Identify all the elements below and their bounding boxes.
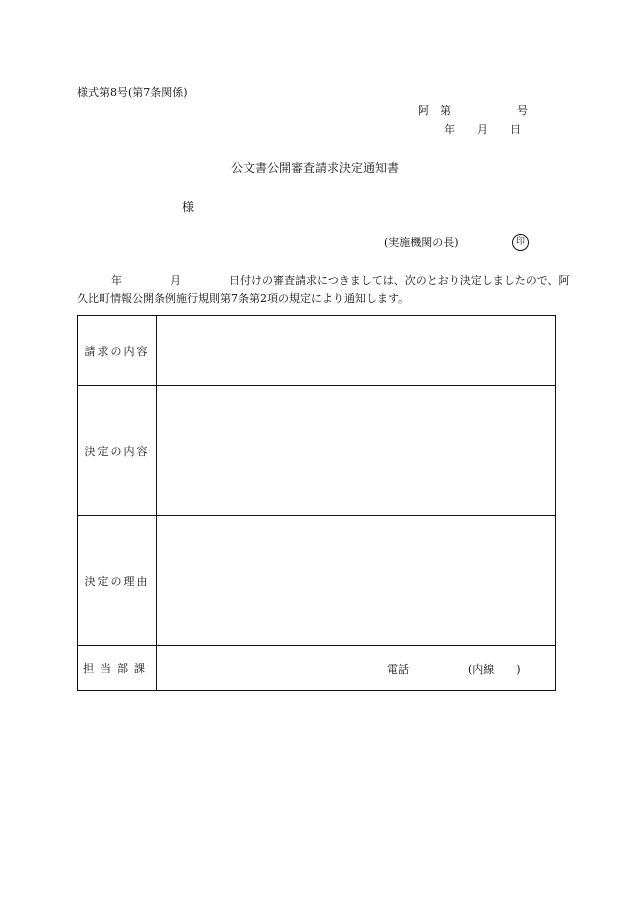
table-row [78, 386, 556, 516]
notice-body [77, 272, 570, 308]
body-line-1-text: 日付けの審査請求につきましては、次のとおり決定しましたので、阿 [229, 274, 570, 287]
form-number-label: 様式第8号(第7条関係) [77, 86, 188, 99]
body-year: 年 [111, 274, 122, 287]
row-label-reason: 決定の理由 [78, 516, 157, 646]
request-content-cell[interactable] [157, 316, 556, 386]
issuer-label: (実施機関の長) [384, 236, 459, 249]
row-label-request: 請求の内容 [78, 316, 157, 386]
phone-label: 電話 [387, 663, 409, 676]
decision-reason-cell[interactable] [157, 516, 556, 646]
extension-label: (内線 ) [468, 663, 521, 676]
table-row [78, 316, 556, 386]
row-label-department: 担当部課 [78, 646, 157, 691]
issue-date: 年 月 日 [444, 123, 521, 136]
body-month: 月 [170, 274, 181, 287]
addressee-honorific: 様 [182, 200, 195, 214]
table-row [78, 516, 556, 646]
decision-table [77, 315, 556, 691]
table-row [78, 646, 556, 691]
document-number: 阿 第 号 [418, 104, 528, 117]
body-line-2: 久比町情報公開条例施行規則第7条第2項の規定により通知します。 [77, 292, 410, 305]
department-cell[interactable] [157, 646, 556, 691]
decision-content-cell[interactable] [157, 386, 556, 516]
body-line-1 [77, 272, 570, 290]
seal-icon: 印 [512, 234, 529, 251]
document-title: 公文書公開審査請求決定通知書 [230, 161, 399, 175]
row-label-decision: 決定の内容 [78, 386, 157, 516]
